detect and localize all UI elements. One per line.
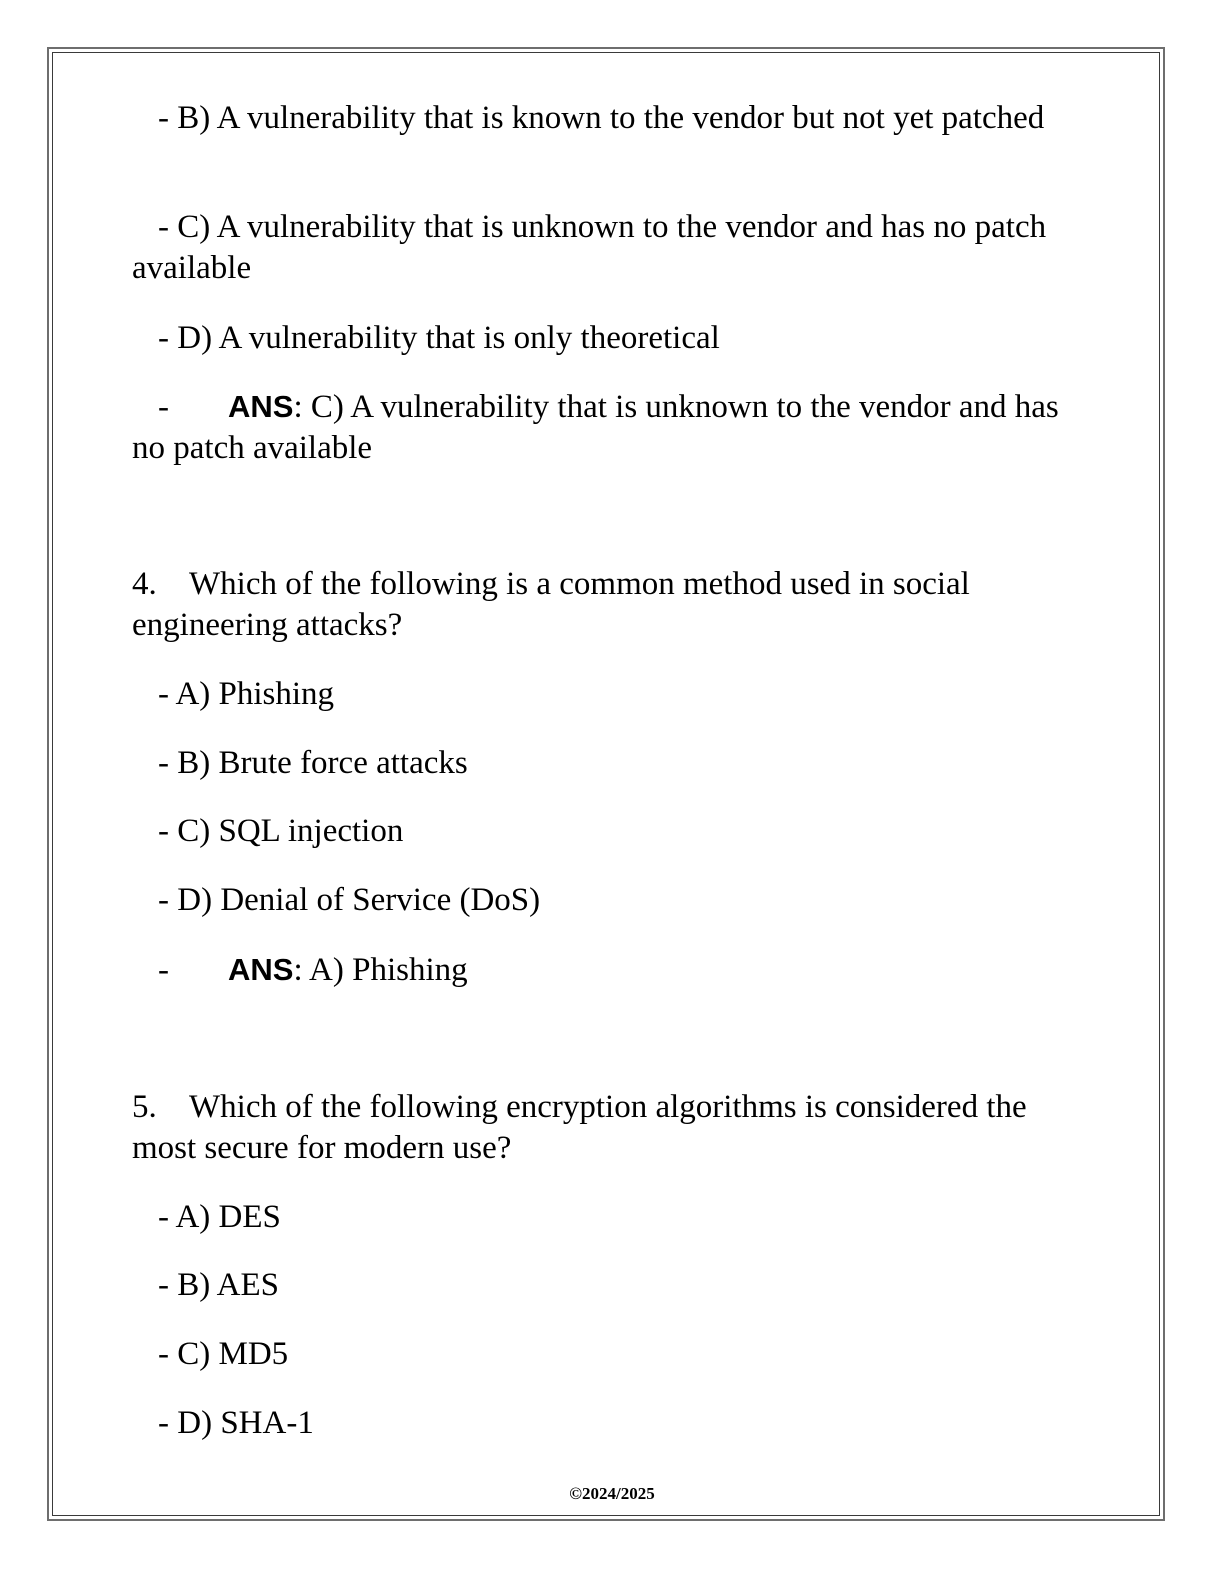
option-b: - B) Brute force attacks (158, 745, 468, 781)
option-a: - A) DES (158, 1199, 281, 1235)
question-4 (132, 564, 1062, 646)
answer-line: - ANS: A) Phishing (158, 952, 468, 988)
option-d: - D) A vulnerability that is only theoretical (158, 320, 720, 356)
question-5 (132, 1087, 1062, 1169)
question-text: Which of the following is a common method used in social engineering attacks? (132, 566, 970, 643)
option-b: - B) AES (158, 1267, 280, 1303)
option-c: - C) MD5 (158, 1336, 289, 1372)
question-number: 5. (132, 1089, 157, 1125)
answer-label: ANS (228, 389, 294, 424)
option-a: - A) Phishing (158, 676, 335, 712)
option-c: - C) A vulnerability that is unknown to the vendor and has no patch available (132, 209, 1047, 286)
option-d: - D) SHA-1 (158, 1405, 314, 1441)
question-text: Which of the following encryption algorithms is considered the most secure for modern use? (132, 1089, 1027, 1166)
question-number: 4. (132, 566, 157, 602)
answer-line: - ANS: C) A vulnerability that is unknown to the vendor and has no patch available (132, 389, 1059, 466)
answer-label: ANS (228, 952, 294, 987)
option-d: - D) Denial of Service (DoS) (158, 882, 541, 918)
option-b: - B) A vulnerability that is known to the vendor but not yet patched (158, 100, 1045, 136)
option-c: - C) SQL injection (158, 813, 404, 849)
copyright-footer: ©2024/2025 (569, 1484, 655, 1503)
